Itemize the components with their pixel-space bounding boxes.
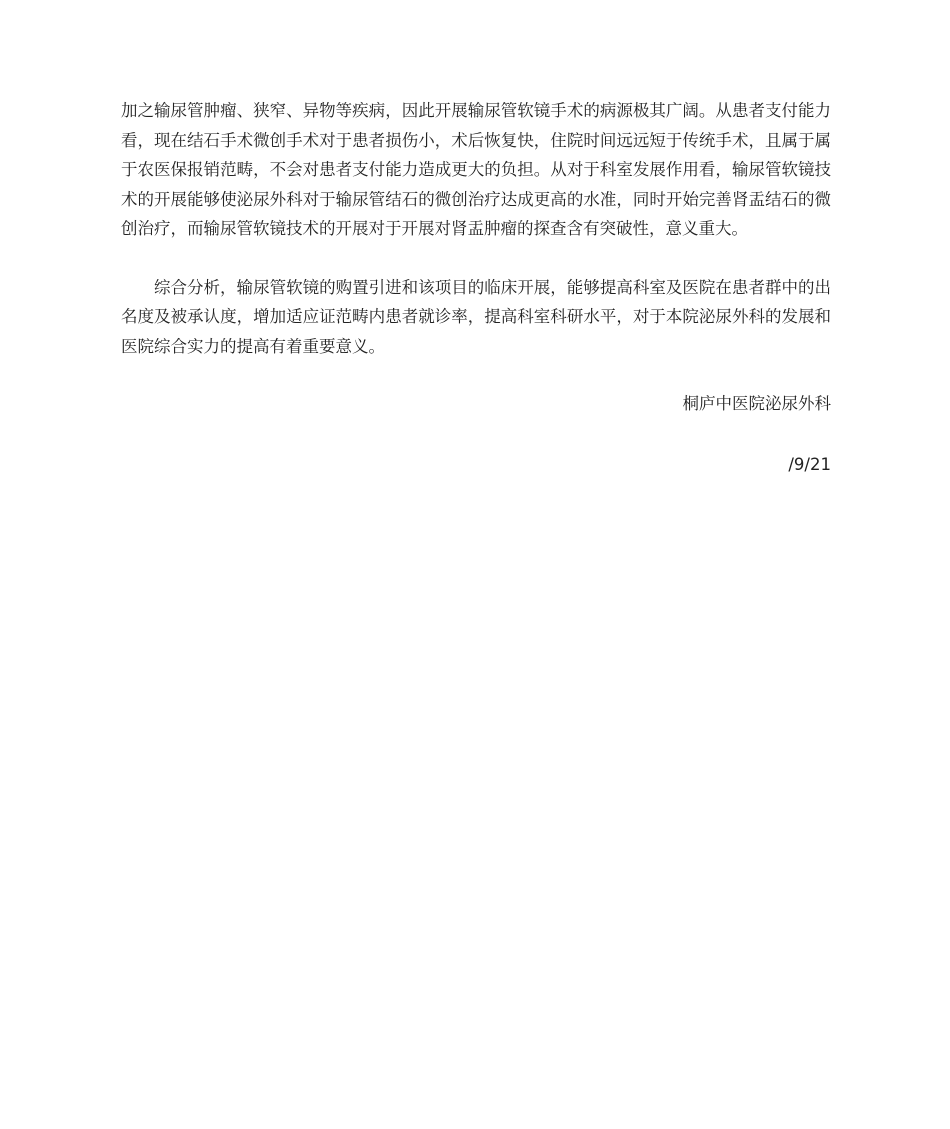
paragraph-analysis: 加之输尿管肿瘤、狭窄、异物等疾病，因此开展输尿管软镜手术的病源极其广阔。从患者支付能力看，现在结石手术微创手术对于患者损伤小，术后恢复快，住院时间远远短于传统手术，且属于属于农医保报销范畴，不会对患者支付能力造成更大的负担。从对于科室发展作用看，输尿管软镜技术的开展能够使泌尿外科对于输尿管结石的微创治疗达成更高的水准，同时开始完善肾盂结石的微创治疗，而输尿管软镜技术的开展对于开展对肾盂肿瘤的探查含有突破性，意义重大。 (121, 101, 831, 238)
document-date: /9/21 (788, 454, 831, 474)
document-body (121, 96, 831, 479)
signature-department: 桐庐中医院泌尿外科 (682, 394, 831, 413)
paragraph-conclusion: 综合分析，输尿管软镜的购置引进和该项目的临床开展，能够提高科室及医院在患者群中的出名度及被承认度，增加适应证范畴内患者就诊率，提高科室科研水平，对于本院泌尿外科的发展和医院综合实力的提高有着重要意义。 (121, 277, 831, 356)
